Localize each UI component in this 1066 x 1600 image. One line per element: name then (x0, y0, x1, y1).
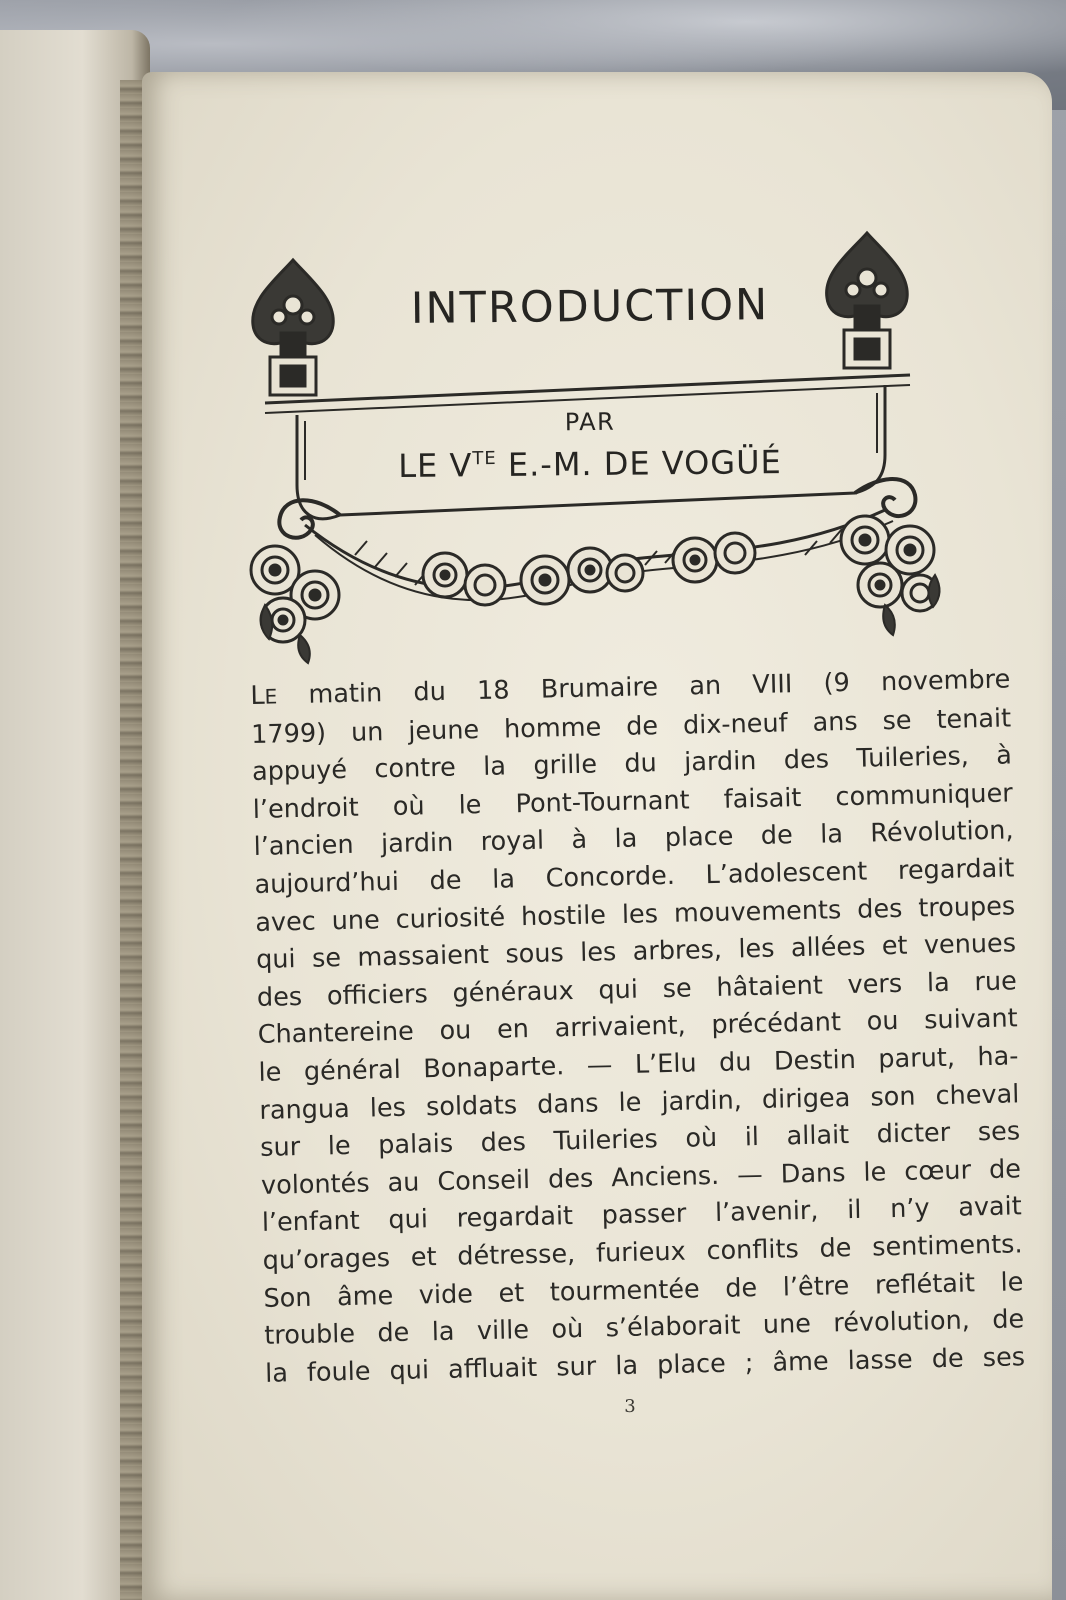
scroll-volute-icon (279, 479, 915, 538)
text-line: la foule qui affluait sur la place ; âme lasse de ses (264, 1341, 1026, 1389)
text-line: aujourd’hui de la Concorde. L’adolescent regardait (254, 853, 1015, 900)
rose-garland-icon (251, 516, 938, 642)
author-prefix: LE V (398, 446, 473, 486)
text-line: volontés au Conseil des Anciens. — Dans le cœur de (260, 1154, 1022, 1201)
author-full-name: E.-M. DE VOGÜÉ (507, 442, 782, 484)
body-paragraph (250, 661, 1025, 1393)
text-line: Chantereine ou en arrivaient, précédant ou suivant (257, 1003, 1018, 1051)
text-line: l’endroit où le Pont-Tournant faisait communiquer (252, 778, 1014, 825)
text-line: sur le palais des Tuileries où il allait dicter ses (259, 1116, 1021, 1164)
text-line: rangua les soldats dans le jardin, dirigea son cheval (259, 1078, 1020, 1126)
text-line: trouble de la ville où s’élaborait une révolution, de (264, 1304, 1025, 1351)
text-line: le général Bonaparte. — L’Elu du Destin parut, ha- (258, 1041, 1019, 1088)
spade-finial-icon (253, 260, 333, 395)
text-line: 1799) un jeune homme de dix-neuf ans se tenait (250, 703, 1012, 750)
small-caps: E (264, 684, 278, 709)
text-line: qui se massaient sous les arbres, les allées et venues (255, 928, 1017, 976)
text-line: appuyé contre la grille du jardin des Tuileries, à (251, 740, 1013, 788)
page-number: 3 (624, 1396, 636, 1417)
text-line: qu’orages et détresse, furieux conflits de sentiments. (262, 1229, 1023, 1276)
drop-initial: L (250, 680, 265, 711)
text-line: l’ancien jardin royal à la place de la Révolution, (253, 815, 1014, 863)
text-line: des officiers généraux qui se hâtaient vers la rue (256, 966, 1018, 1013)
text-line: avec une curiosité hostile les mouvements des troupes (255, 890, 1016, 938)
author-name (330, 442, 850, 485)
chapter-title: INTRODUCTION (410, 280, 770, 334)
text-line: Son âme vide et tourmentée de l’être reflétait le (263, 1266, 1024, 1314)
byline-par: PAR (564, 407, 616, 437)
text-line: l’enfant qui regardait passer l’avenir, il n’y avait (261, 1191, 1023, 1239)
author-superscript: TE (472, 447, 497, 470)
text-line: LE matin du 18 Brumaire an VIII (9 novembre (250, 664, 1011, 711)
